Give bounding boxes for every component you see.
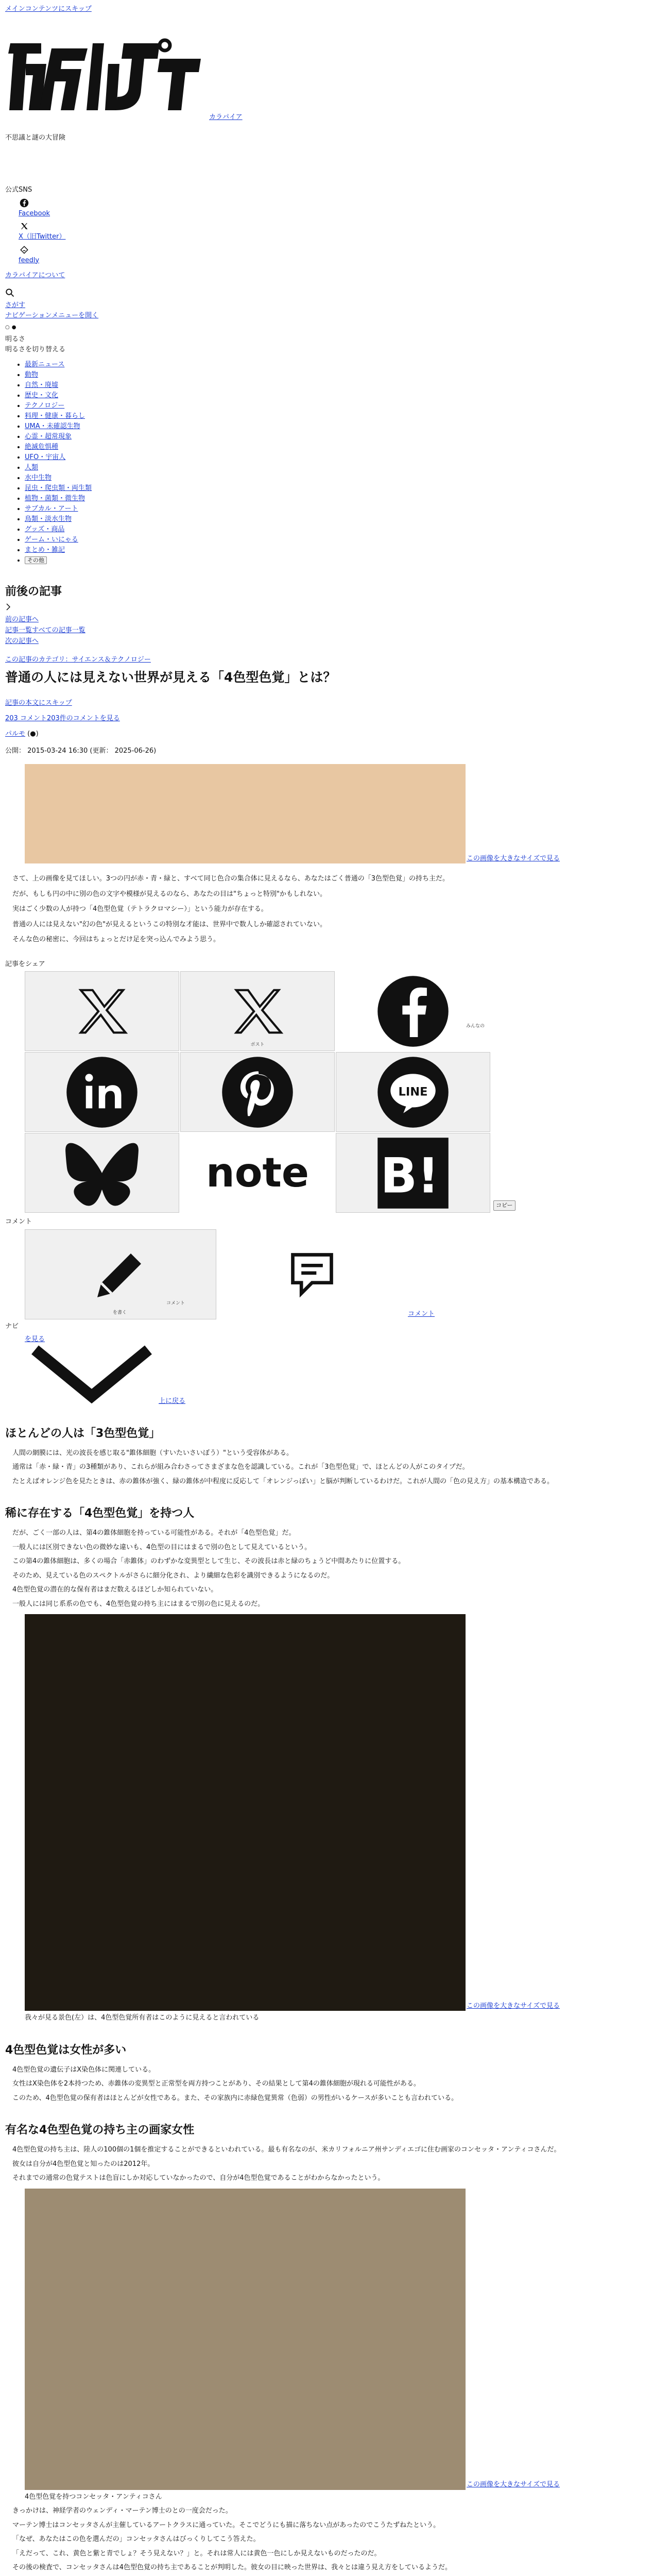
note-icon: [183, 1150, 332, 1196]
sns-title: 公式SNS: [5, 186, 32, 194]
portrait-image-row: [25, 2189, 653, 2490]
dot-light-icon[interactable]: ○: [5, 325, 12, 330]
pinterest-icon: [219, 1054, 296, 1131]
comment-bubble[interactable]: [216, 1229, 408, 1319]
category-item[interactable]: • テクノロジー: [25, 401, 653, 411]
skip-link-row: [0, 0, 653, 14]
category-item[interactable]: • 絶滅危惧種: [25, 442, 653, 452]
intro-paragraph: さて、上の画像を見てほしい。3つの円が赤・青・緑と、すべて同じ色合の集合体に見えるなら、あなたはごく普通の「3色型色覚」の持ち主だ。: [12, 875, 450, 883]
category-item[interactable]: • 水中生物: [25, 473, 653, 483]
category-item[interactable]: • UMA・未確認生物: [25, 421, 653, 432]
author-link[interactable]: パルモ: [5, 730, 26, 738]
prevnext-title: 前後の記事: [5, 585, 62, 598]
comment-link[interactable]: コメント: [408, 1310, 435, 1318]
search-icon[interactable]: [5, 288, 648, 301]
closing-paragraph: マーテン博士はコンセッタさんが主催しているアートクラスに通っていた。そこでどうにも描に落ちない点があったのでこうたずねたという。: [12, 2521, 440, 2529]
comparison-image-row: [25, 1614, 653, 2011]
site-name-link[interactable]: カラパイア: [209, 113, 243, 121]
share-note-button[interactable]: [180, 1133, 335, 1213]
linkedin-icon: [63, 1054, 141, 1131]
section-paragraph: 彼女は自分が4色型色覚と知ったのは2012年。: [12, 2160, 154, 2168]
back-to-top-row: [25, 1345, 653, 1406]
category-item[interactable]: • 歴史・文化: [25, 391, 653, 401]
share-linkedin-button[interactable]: [25, 1052, 179, 1132]
prevnext-links: [0, 600, 653, 647]
logo-mark: [5, 28, 206, 126]
hero-image: [25, 764, 466, 863]
svg-text:note: note: [205, 1149, 310, 1196]
hatena-icon: [374, 1134, 452, 1212]
chevron-down-icon: [25, 1345, 159, 1406]
closing-paragraph: 「えだって、これ、黄色と紫と青でしょ？そう見えない？」と。それは常人には黄色一色にしか見えないものだったのだ。: [12, 2549, 381, 2557]
share-tag: ポスト: [250, 1042, 265, 1047]
intro-paragraph: 実はごく少数の人が持つ「4色型色覚（テトラクロマシー）」という能力が存在する。: [12, 905, 268, 913]
closing-paragraph: きっかけは、神経学者のウェンディ・マーテン博士のとの一度会だった。: [12, 2507, 232, 2515]
enlarge-image-link[interactable]: この画像を大きなサイズで見る: [467, 854, 560, 862]
share-x-post-button[interactable]: [180, 971, 335, 1051]
share-label: 記事をシェア: [5, 960, 45, 968]
facebook-icon: [19, 197, 30, 209]
section-paragraph: 4色型色覚の持ち主は、陸人の100個の1個を推定することができるといわれている。最も有名なのが、米カリフォルニア州サンディエゴに住む画家のコンセッタ・アンティコさんだ。: [12, 2146, 561, 2154]
comparison-image: [25, 1614, 466, 2011]
dot-dark-icon[interactable]: ●: [11, 325, 19, 330]
pencil-icon: [90, 1243, 151, 1305]
section-paragraph: 4色型色覚の遺伝子はX染色体に関連している。: [12, 2065, 156, 2074]
section-paragraph: この第4の錐体細胞は、多くの場合「赤錐体」のわずかな変異型として生じ、その波長は赤と緑のちょうど中間あたりに位置する。: [12, 1557, 405, 1565]
category-item[interactable]: • グッズ・商品: [25, 524, 653, 535]
intro-paragraph: そんな色の秘密に、今回はちょっとだけ足を突っ込んでみよう思う。: [12, 936, 220, 943]
write-tag: を書く: [113, 1310, 127, 1315]
breadcrumb-category-link[interactable]: この記事のカテゴリ：サイエンス＆テクノロジー: [5, 656, 151, 664]
author-avatar: (●): [27, 730, 39, 738]
about-link[interactable]: カラパイアについて: [5, 272, 65, 279]
category-item[interactable]: • 自然・廃墟: [25, 380, 653, 391]
nav-menu-link[interactable]: ナビゲーションメニューを開く: [5, 311, 99, 319]
page-title: 普通の人には見えない世界が見える「4色型色覚」とは？: [5, 669, 336, 685]
enlarge-image-link[interactable]: この画像を大きなサイズで見る: [467, 2481, 560, 2488]
section-paragraph: 4色型色覚の潜在的な保有者はまだ数えるほどしか知られていない。: [12, 1586, 218, 1594]
section-paragraph: たとえばオレンジ色を見たときは、赤の錐体が強く、緑の錐体が中程度に反応して「オレンジっぽい」と脳が判断しているわけだ。これが人間の「色の見え方」の基本構造である。: [12, 1477, 554, 1485]
category-more-item: [25, 555, 653, 566]
breadcrumb: [0, 647, 653, 665]
category-item[interactable]: • 動物: [25, 370, 653, 380]
search-row: [0, 281, 653, 301]
facebook-icon: [374, 973, 452, 1050]
closing-paragraph: 「なぜ、あなたはこの色を選んだの」コンセッタさんはびっくりしてこう答えた。: [12, 2535, 260, 2543]
sns-item-facebook: [19, 197, 653, 219]
line-icon: [374, 1054, 452, 1131]
section-paragraph: 人間の網膜には、光の波長を感じ取る"錐体細胞（すいたいさいぼう）"という受容体がある。: [12, 1449, 293, 1457]
section-paragraph: 一般人には区別できない色の微妙な違いも、4色型の目にはまるで別の色として見えているという。: [12, 1543, 312, 1551]
category-item[interactable]: • 心霊・超常現象: [25, 432, 653, 442]
nav-label: ナビ: [5, 1322, 19, 1330]
x-icon: [229, 983, 286, 1040]
sns-list: [0, 195, 653, 266]
article-list-link[interactable]: 記事一覧すべての記事一覧: [5, 626, 85, 634]
publish-date: 公開： 2015-03-24 16:30 (更新： 2025-06-26): [5, 747, 157, 755]
share-hatena-button[interactable]: [336, 1133, 490, 1213]
comment-actions: [25, 1229, 653, 1319]
more-row: [0, 1331, 653, 1345]
share-pinterest-button[interactable]: [180, 1052, 335, 1132]
sns-link-facebook[interactable]: Facebook: [19, 209, 50, 217]
back-to-top-link[interactable]: 上に戻る: [159, 1397, 186, 1405]
enlarge-image-link[interactable]: この画像を大きなサイズで見る: [467, 2002, 560, 2010]
site-header: [0, 14, 653, 126]
share-bluesky-button[interactable]: [25, 1133, 179, 1213]
category-item[interactable]: • 鳥類・淡水生物: [25, 514, 653, 524]
section-heading: 稀に存在する「4色型色覚」を持つ人: [5, 1507, 195, 1520]
category-list: [0, 354, 653, 566]
x-icon: [19, 221, 30, 232]
prev-article-link[interactable]: 前の記事へ: [5, 616, 39, 623]
hero-image-row: [25, 764, 653, 863]
more-link[interactable]: を見る: [25, 1335, 45, 1343]
section-paragraph: それまでの通常の色覚テストは色盲にしか対応していなかったので、自分が4色型色覚であることがわからなかったという。: [12, 2174, 385, 2182]
site-logo[interactable]: [5, 28, 206, 126]
intro-block: [0, 874, 653, 945]
portrait-image: [25, 2189, 466, 2490]
article-meta: [0, 686, 653, 742]
share-tag: みんなの: [466, 1023, 485, 1029]
mode-current: 明るさ: [5, 335, 26, 343]
svg-text:B!: B!: [380, 1148, 439, 1204]
section-paragraph: そのため、見えている色のスペクトルがさらに細分化され、より繊細な色彩を識別できるようになるのだ。: [12, 1571, 334, 1580]
skip-to-main-link[interactable]: メインコンテンツにスキップ: [5, 5, 92, 13]
copy-link-button[interactable]: コピー: [493, 1200, 515, 1211]
search-link[interactable]: さがす: [5, 301, 26, 309]
site-tagline: 不思議と謎の大冒険: [5, 133, 66, 142]
category-item[interactable]: • 人類: [25, 463, 653, 473]
skip-to-body-link[interactable]: 記事の本文にスキップ: [5, 699, 72, 707]
closing-paragraph: その後の検査で、コンセッタさんは4色型色覚の持ち主であることが判明した。彼女の目に映った世界は、我々とは違う見え方をしているようだ。: [12, 2564, 452, 2571]
comment-icon: [286, 1248, 338, 1300]
category-item[interactable]: • まとめ・雑記: [25, 545, 653, 555]
mode-dots: [0, 320, 653, 331]
section-paragraph: 女性はX染色体を2本持つため、赤錐体の変異型と正常型を両方持つことがあり、その結果として第4の錐体細胞が現れる可能性がある。: [12, 2080, 420, 2088]
share-grid: [25, 971, 493, 1214]
share-block: [0, 969, 653, 1214]
chevron-right-icon: [5, 603, 648, 614]
author-row: [5, 726, 648, 742]
feedly-icon: [19, 244, 30, 256]
svg-text:LINE: LINE: [398, 1084, 428, 1098]
share-facebook-button[interactable]: [336, 971, 490, 1051]
sns-link-x[interactable]: X（旧Twitter）: [19, 233, 66, 241]
sns-item-x: [19, 221, 653, 242]
share-x-button[interactable]: [25, 971, 179, 1051]
section-paragraph: 通常は「赤・緑・青」の3種類があり、これらが組み合わさってさまざまな色を認識している。これが「3色型色覚」で、ほとんどの人がこのタイプだ。: [12, 1463, 469, 1471]
category-item[interactable]: • 料理・健康・暮らし: [25, 411, 653, 421]
intro-paragraph: 普通の人には見えない"幻の色"が見えるというこの特別な才能は、世界中で数人しか確認されていない。: [12, 920, 326, 928]
sns-link-feedly[interactable]: feedly: [19, 256, 40, 264]
sns-item-feedly: [19, 244, 653, 266]
category-item[interactable]: • サブカル・アート: [25, 504, 653, 514]
section-paragraph: このため、4色型色覚の保有者はほとんどが女性である。また、その家族内に赤緑色覚異常（色弱）の男性がいるケースが多いことも言われている。: [12, 2094, 458, 2102]
bluesky-icon: [63, 1140, 141, 1207]
section-paragraph: 一般人には同じ系系の色でも、4色型色覚の持ち主にはまるで別の色に見えるのだ。: [12, 1600, 265, 1608]
intro-paragraph: だが、もしも円の中に別の色の文字や模様が見えるのなら、あなたの目は"ちょっと特別"かもしれない。: [12, 890, 326, 898]
category-item[interactable]: • 最新ニュース: [25, 360, 653, 370]
category-more-button[interactable]: その他: [25, 556, 47, 564]
next-article-link[interactable]: 次の記事へ: [5, 637, 39, 645]
section-heading: 4色型色覚は女性が多い: [5, 2043, 127, 2057]
write-comment-button[interactable]: [25, 1229, 216, 1319]
image-caption: 4色型色覚を持つコンセッタ・アンティコさん: [25, 2493, 162, 2501]
category-item[interactable]: • ゲーム・いにゃる: [25, 535, 653, 545]
x-icon: [74, 983, 130, 1040]
image-caption: 我々が見る景色(左）は、4色型色覚所有者はこのように見えると言われている: [25, 2014, 260, 2022]
mode-toggle[interactable]: 明るさを切り替える: [5, 345, 66, 353]
category-item[interactable]: • 昆虫・爬虫類・両生類: [25, 483, 653, 494]
comment-tag: コメント: [166, 1301, 185, 1306]
share-line-button[interactable]: [336, 1052, 490, 1132]
section-heading: 有名な4色型色覚の持ち主の画家女性: [5, 2124, 195, 2137]
section-paragraph: だが、ごく一部の人は、第4の錐体細胞を持っている可能性がある。それが「4色型色覚」だ。: [12, 1529, 296, 1537]
category-item[interactable]: • UFO・宇宙人: [25, 452, 653, 463]
about-row: [0, 267, 653, 281]
comments-count-link[interactable]: 203 コメント203件のコメントを見る: [5, 714, 120, 722]
comment-label: コメント: [5, 1218, 32, 1226]
section-heading: ほとんどの人は「3色型色覚」: [5, 1427, 161, 1440]
category-item[interactable]: • 植物・菌類・微生物: [25, 494, 653, 504]
